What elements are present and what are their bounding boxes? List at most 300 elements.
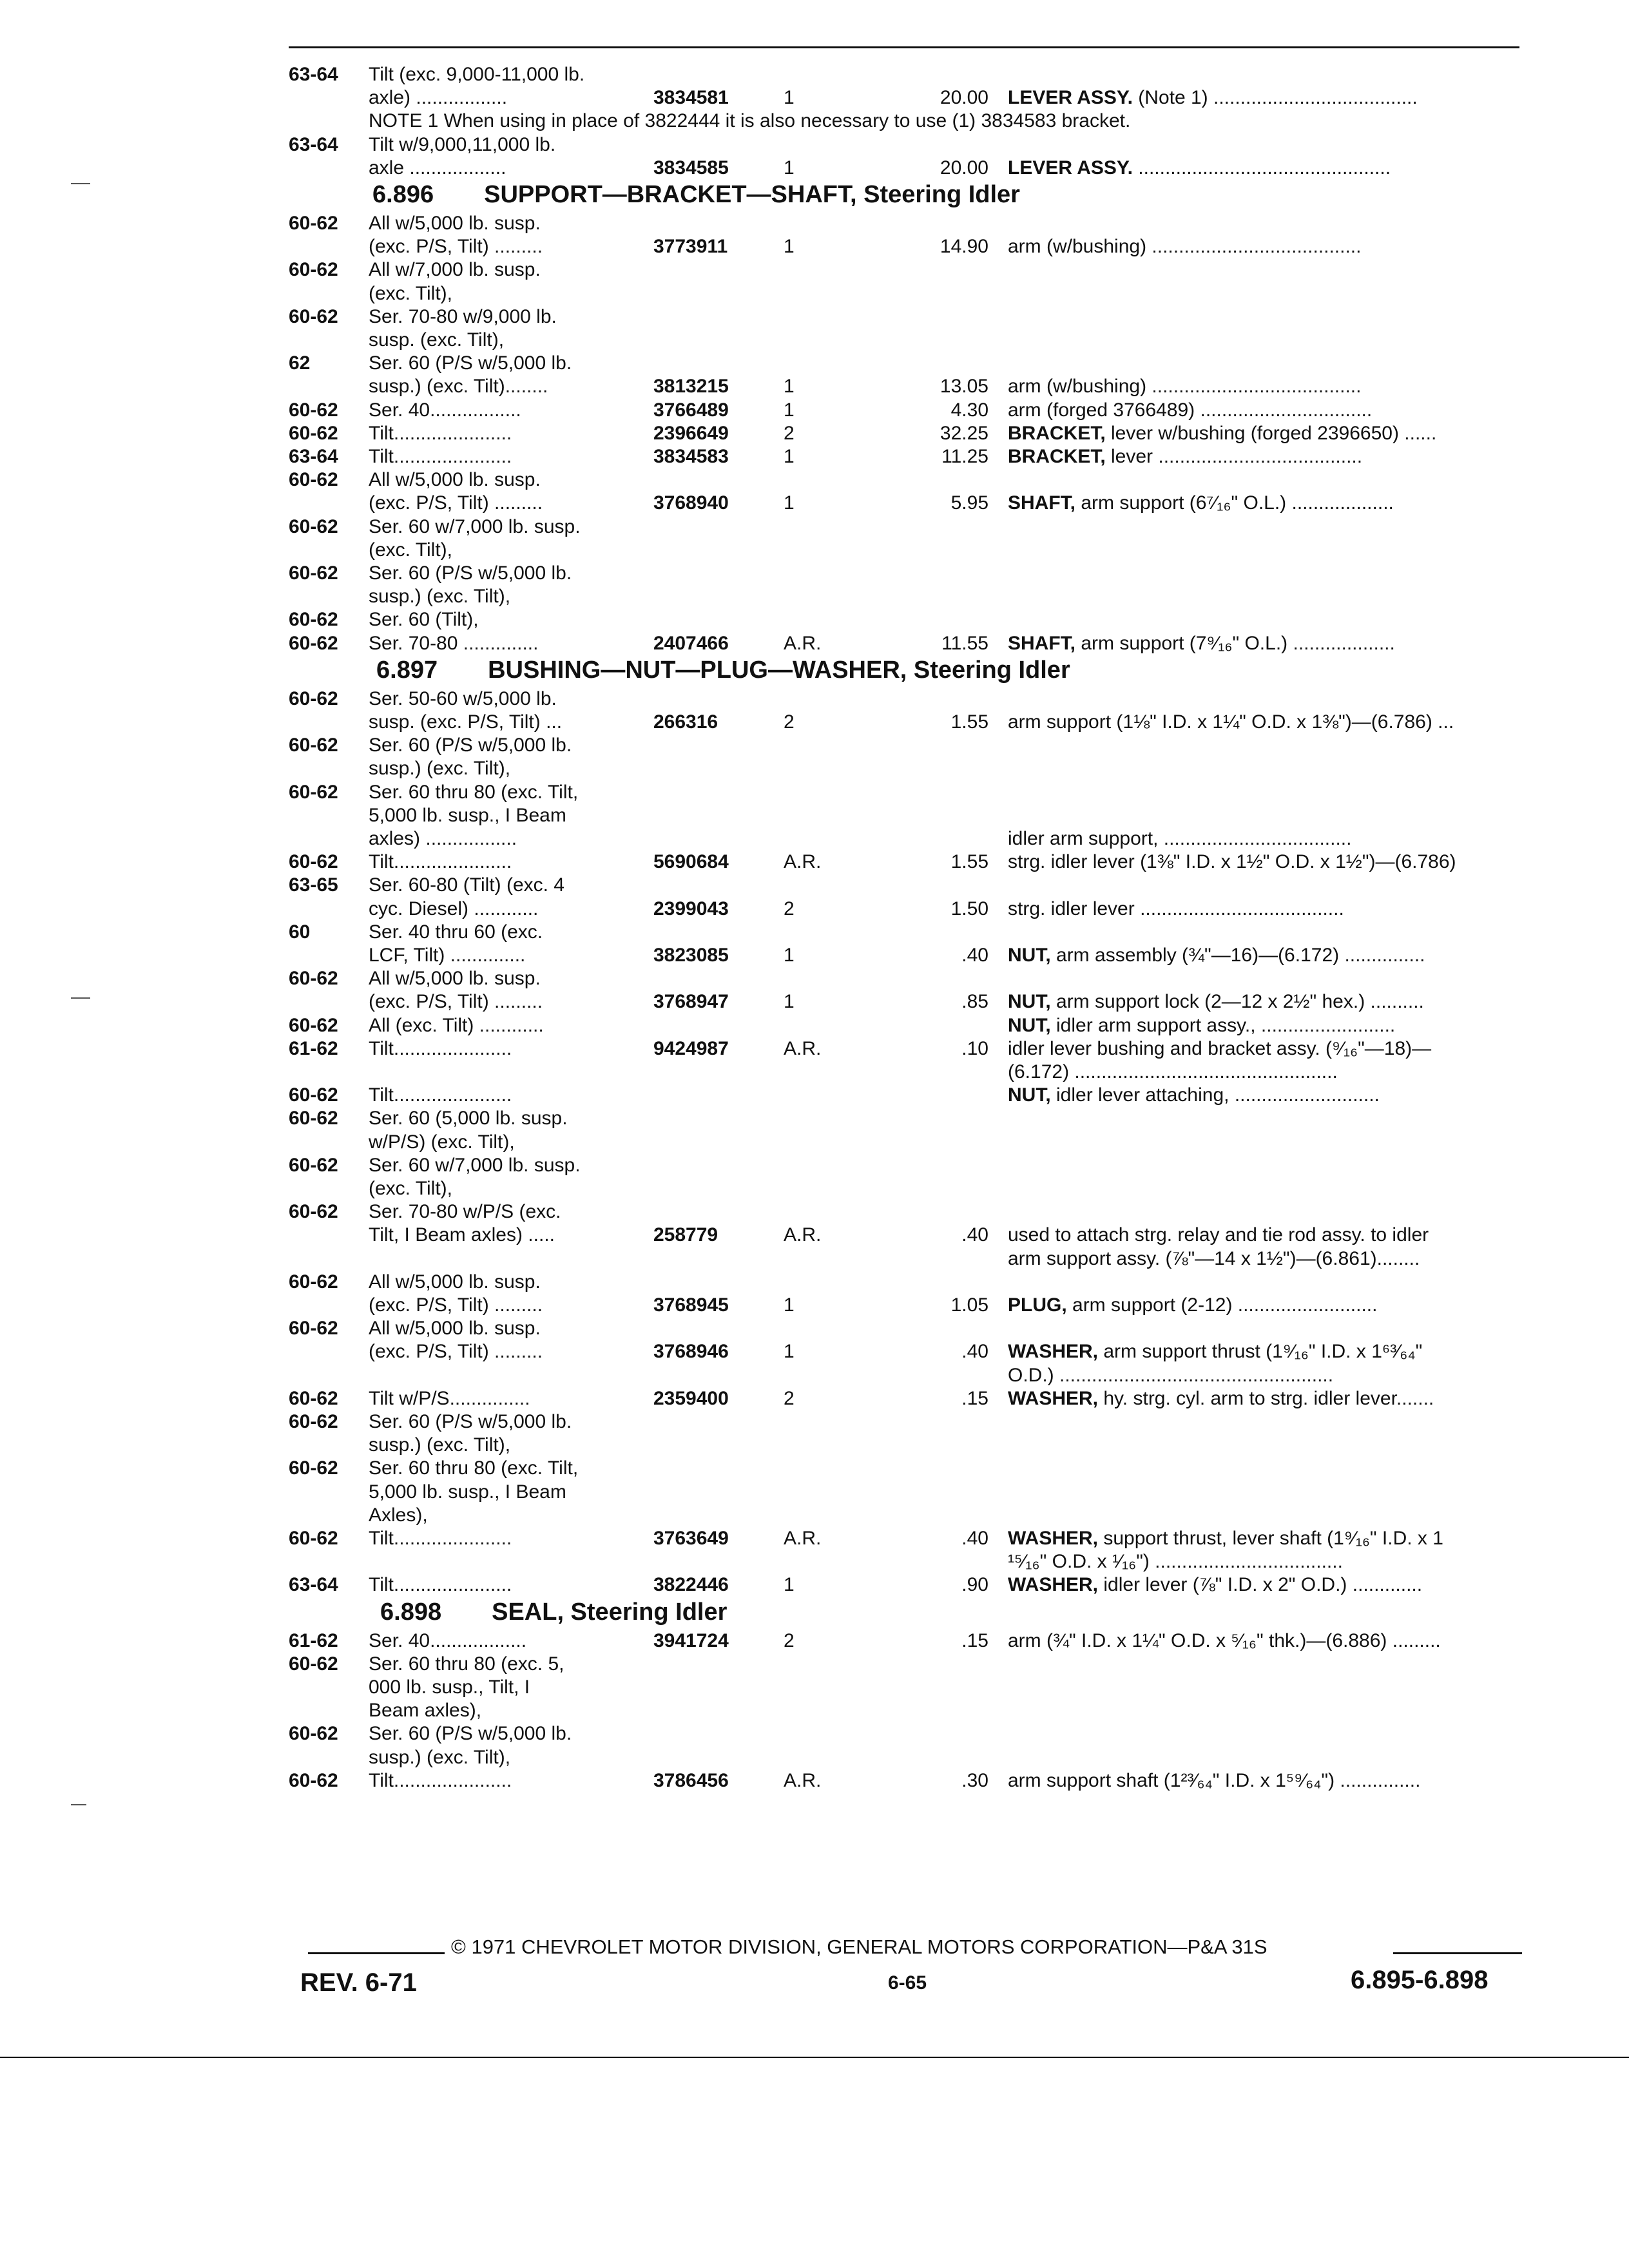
model-application: susp.) (exc. Tilt), <box>369 1746 511 1768</box>
catalog-line <box>289 1526 1513 1552</box>
catalog-line <box>289 467 1513 493</box>
description-text: ............................................... <box>1132 157 1391 178</box>
catalog-line <box>289 234 1513 260</box>
catalog-line <box>289 444 1513 470</box>
model-years: 60-62 <box>289 399 338 421</box>
price: 1.55 <box>950 711 988 733</box>
catalog-line <box>289 257 1513 283</box>
catalog-line <box>289 1479 1513 1505</box>
section-number: 6.896 <box>372 181 434 208</box>
catalog-line <box>289 1698 1513 1724</box>
part-name: LEVER ASSY. <box>1008 87 1133 109</box>
catalog-line <box>289 155 1513 181</box>
revision-label: REV. 6-71 <box>300 1968 417 1997</box>
part-description <box>1008 631 1395 657</box>
part-number: 3823085 <box>653 945 729 966</box>
footer-copyright: © 1971 CHEVROLET MOTOR DIVISION, GENERAL MOTORS CORPORATION—P&A 31S <box>451 1936 1268 1958</box>
part-name: WASHER, <box>1008 1528 1099 1549</box>
part-description <box>1008 1386 1434 1412</box>
model-application: 000 lb. susp., Tilt, I <box>369 1677 530 1698</box>
model-application: Tilt (exc. 9,000-11,000 lb. <box>369 64 585 85</box>
model-application: Tilt...................... <box>369 1528 512 1549</box>
model-years: 60-62 <box>289 562 338 584</box>
model-application: Ser. 40 thru 60 (exc. <box>369 921 543 943</box>
description-text: arm support assy. (⅞"—14 x 1½")—(6.861)........ <box>1008 1247 1420 1269</box>
model-application: Ser. 60-80 (Tilt) (exc. 4 <box>369 874 564 896</box>
part-description <box>1008 398 1372 423</box>
catalog-line <box>289 966 1513 992</box>
catalog-line <box>289 1176 1513 1202</box>
price: 1.50 <box>950 898 988 919</box>
price: 32.25 <box>940 422 988 444</box>
part-description <box>1008 826 1351 852</box>
quantity: 2 <box>784 1629 795 1651</box>
catalog-line <box>289 1432 1513 1458</box>
catalog-line <box>289 211 1513 236</box>
part-description <box>1008 1572 1422 1598</box>
part-number: 3813215 <box>653 376 729 398</box>
model-application: Ser. 60 (P/S w/5,000 lb. <box>369 1723 572 1745</box>
model-years: 63-64 <box>289 133 338 155</box>
description-text: strg. idler lever ...................................... <box>1008 898 1344 919</box>
part-description <box>1008 1768 1420 1794</box>
quantity: A.R. <box>784 1769 822 1791</box>
footer-rule-right <box>1393 1952 1522 1954</box>
part-number: 3834581 <box>653 87 729 109</box>
quantity: 1 <box>784 157 795 178</box>
section-number: 6.897 <box>376 656 438 684</box>
model-application: LCF, Tilt) .............. <box>369 945 526 966</box>
catalog-line <box>289 132 1513 158</box>
catalog-line <box>289 1153 1513 1178</box>
model-application: axle .................. <box>369 157 506 178</box>
model-application: (exc. P/S, Tilt) ......... <box>369 991 543 1013</box>
description-text: arm (forged 3766489) ................................ <box>1008 399 1373 421</box>
quantity: 1 <box>784 1294 795 1316</box>
catalog-line <box>289 989 1513 1015</box>
model-years: 60 <box>289 921 311 943</box>
model-years: 60-62 <box>289 213 338 234</box>
part-description <box>1008 1549 1343 1575</box>
part-name: NUT, <box>1008 945 1051 966</box>
model-application: Tilt...................... <box>369 1084 512 1106</box>
description-text: arm support (2-12) .......................... <box>1066 1294 1378 1316</box>
model-application: Tilt...................... <box>369 446 512 467</box>
catalog-line <box>289 1572 1513 1598</box>
part-name: WASHER, <box>1008 1387 1099 1409</box>
catalog-line <box>289 709 1513 735</box>
catalog-line <box>289 1409 1513 1435</box>
quantity: 2 <box>784 422 795 444</box>
part-number: 2396649 <box>653 422 729 444</box>
description-text: idler lever bushing and bracket assy. (⁹⁄₁₆"—18)— <box>1008 1037 1432 1059</box>
catalog-line <box>289 1721 1513 1747</box>
model-application: Ser. 60 w/7,000 lb. susp. <box>369 515 581 537</box>
catalog-line <box>289 1628 1513 1654</box>
catalog-line <box>289 421 1513 447</box>
price: .85 <box>961 991 988 1013</box>
catalog-line <box>289 686 1513 712</box>
model-application: Ser. 60 (5,000 lb. susp. <box>369 1108 568 1129</box>
model-application: (exc. Tilt), <box>369 539 453 561</box>
price: 11.55 <box>941 632 988 654</box>
catalog-line <box>289 1199 1513 1225</box>
price: 20.00 <box>940 157 988 178</box>
part-name: SHAFT, <box>1008 492 1075 514</box>
part-name: WASHER, <box>1008 1341 1099 1363</box>
model-years: 63-64 <box>289 64 338 85</box>
model-years: 60-62 <box>289 1457 338 1479</box>
section-heading <box>380 1596 727 1628</box>
catalog-line <box>289 281 1513 307</box>
catalog-line <box>289 631 1513 657</box>
part-description <box>1008 1222 1429 1248</box>
model-application: Ser. 60 thru 80 (exc. 5, <box>369 1653 564 1675</box>
model-application: Ser. 60 w/7,000 lb. susp. <box>369 1154 581 1176</box>
catalog-line <box>289 826 1513 852</box>
catalog-line <box>289 607 1513 633</box>
price: .90 <box>961 1574 988 1596</box>
model-application: (exc. P/S, Tilt) ......... <box>369 1341 543 1363</box>
model-application: (exc. Tilt), <box>369 1178 453 1199</box>
catalog-line <box>289 1316 1513 1341</box>
quantity: 2 <box>784 898 795 919</box>
model-years: 63-64 <box>289 446 338 467</box>
model-application: 5,000 lb. susp., I Beam <box>369 1481 566 1503</box>
part-name: NUT, <box>1008 1084 1051 1106</box>
part-description <box>1008 374 1361 399</box>
model-application: susp.) (exc. Tilt)........ <box>369 376 548 398</box>
model-application: Ser. 60 (P/S w/5,000 lb. <box>369 562 572 584</box>
price: .40 <box>961 1224 988 1246</box>
part-description <box>1008 1339 1422 1365</box>
section-number: 6.898 <box>380 1598 442 1626</box>
description-text: idler arm support assy., ......................... <box>1050 1014 1396 1036</box>
catalog-line <box>289 1246 1513 1272</box>
catalog-line <box>289 1456 1513 1481</box>
catalog-line <box>289 896 1513 922</box>
part-description <box>1008 896 1344 922</box>
part-description <box>1008 1246 1420 1272</box>
model-years: 60-62 <box>289 1201 338 1223</box>
catalog-line <box>289 561 1513 586</box>
catalog-line <box>289 304 1513 330</box>
top-rule <box>289 46 1519 48</box>
quantity: 2 <box>784 711 795 733</box>
part-number: 3768946 <box>653 1341 729 1363</box>
scan-mark <box>71 183 90 184</box>
part-number: 3834583 <box>653 446 729 467</box>
part-number: 266316 <box>653 711 718 733</box>
catalog-line <box>289 1082 1513 1108</box>
catalog-line <box>289 1269 1513 1295</box>
catalog-line <box>289 1339 1513 1365</box>
part-description <box>1008 490 1394 516</box>
catalog-line <box>289 1036 1513 1062</box>
model-application: Ser. 60 (P/S w/5,000 lb. <box>369 352 572 374</box>
catalog-line <box>289 1503 1513 1528</box>
part-name: WASHER, <box>1008 1574 1099 1596</box>
model-years: 60-62 <box>289 1769 338 1791</box>
model-years: 60-62 <box>289 968 338 990</box>
quantity: 1 <box>784 446 795 467</box>
model-application: Beam axles), <box>369 1700 482 1722</box>
price: 5.95 <box>950 492 988 514</box>
description-text: lever ...................................... <box>1105 446 1363 467</box>
description-text: (6.172) ................................................. <box>1008 1061 1338 1082</box>
model-application: All w/5,000 lb. susp. <box>369 213 541 234</box>
section-heading <box>376 654 1070 686</box>
part-number: 2407466 <box>653 632 729 654</box>
description-text: (Note 1) ...................................... <box>1132 87 1418 109</box>
model-years: 62 <box>289 352 311 374</box>
description-text: idler lever (⅞" I.D. x 2" O.D.) ............. <box>1098 1574 1423 1596</box>
quantity: 1 <box>784 945 795 966</box>
description-text: O.D.) ................................................... <box>1008 1364 1334 1386</box>
description-text: arm (¾" I.D. x 1¼" O.D. x ⁵⁄₁₆" thk.)—(6.886) ......... <box>1008 1629 1441 1651</box>
part-description <box>1008 989 1424 1015</box>
quantity: 1 <box>784 1341 795 1363</box>
model-years: 60-62 <box>289 609 338 631</box>
catalog-line <box>289 733 1513 758</box>
model-application: susp.) (exc. Tilt), <box>369 1434 511 1456</box>
part-description <box>1008 709 1454 735</box>
model-years: 60-62 <box>289 469 338 491</box>
model-years: 60-62 <box>289 422 338 444</box>
section-title: SEAL, Steering Idler <box>492 1598 728 1626</box>
model-application: Tilt...................... <box>369 1769 512 1791</box>
part-description <box>1008 1082 1380 1108</box>
catalog-line <box>289 327 1513 353</box>
quantity: A.R. <box>784 1528 822 1549</box>
part-description <box>1008 1363 1333 1389</box>
price: .40 <box>961 945 988 966</box>
model-application: Ser. 60 thru 80 (exc. Tilt, <box>369 781 579 803</box>
part-description <box>1008 421 1436 447</box>
model-years: 60-62 <box>289 781 338 803</box>
catalog-line <box>289 374 1513 399</box>
part-number: 5690684 <box>653 851 729 873</box>
price: 14.90 <box>940 236 988 258</box>
model-years: 60-62 <box>289 1154 338 1176</box>
description-text: arm support lock (2—12 x 2½" hex.) .......... <box>1050 991 1424 1013</box>
model-application: Ser. 40.................. <box>369 1629 527 1651</box>
model-application: (exc. Tilt), <box>369 282 453 304</box>
quantity: 1 <box>784 492 795 514</box>
catalog-line <box>289 919 1513 945</box>
price: .15 <box>961 1629 988 1651</box>
model-application: axle) ................. <box>369 87 508 109</box>
part-description <box>1008 85 1418 111</box>
part-number: 3768947 <box>653 991 729 1013</box>
model-years: 60-62 <box>289 1084 338 1106</box>
model-application: Ser. 60 (P/S w/5,000 lb. <box>369 735 572 756</box>
quantity: A.R. <box>784 851 822 873</box>
catalog-line <box>289 1386 1513 1412</box>
model-application: Ser. 60 (Tilt), <box>369 609 479 631</box>
catalog-line <box>289 62 1513 88</box>
part-description <box>1008 1526 1443 1552</box>
model-years: 60-62 <box>289 1723 338 1745</box>
model-years: 60-62 <box>289 687 338 709</box>
catalog-line <box>289 1549 1513 1575</box>
model-application: Ser. 50-60 w/5,000 lb. <box>369 687 557 709</box>
part-name: NUT, <box>1008 1014 1051 1036</box>
part-number: 3768945 <box>653 1294 729 1316</box>
description-text: hy. strg. cyl. arm to strg. idler lever....... <box>1098 1387 1434 1409</box>
part-name: BRACKET, <box>1008 446 1106 467</box>
part-number: 2359400 <box>653 1387 729 1409</box>
part-description <box>1008 1628 1441 1654</box>
part-description <box>1008 155 1391 181</box>
model-years: 60-62 <box>289 515 338 537</box>
model-application: axles) ................. <box>369 828 517 849</box>
description-text: arm support shaft (1²³⁄₆₄" I.D. x 1⁵⁹⁄₆₄") ............... <box>1008 1769 1421 1791</box>
part-number: 2399043 <box>653 898 729 919</box>
price: .10 <box>961 1037 988 1059</box>
catalog-line <box>289 849 1513 875</box>
quantity: 1 <box>784 376 795 398</box>
model-application: Ser. 70-80 w/P/S (exc. <box>369 1201 561 1223</box>
catalog-line <box>289 514 1513 540</box>
price: 13.05 <box>940 376 988 398</box>
description-text: arm support thrust (1⁹⁄₁₆" I.D. x 1⁶³⁄₆₄" <box>1098 1341 1423 1363</box>
note-text: NOTE 1 When using in place of 3822444 it is also necessary to use (1) 3834583 bracket. <box>369 110 1131 132</box>
page-number: 6-65 <box>888 1972 927 1994</box>
part-number: 3786456 <box>653 1769 729 1791</box>
model-application: cyc. Diesel) ............ <box>369 898 539 919</box>
price: 11.25 <box>941 446 988 467</box>
scan-mark <box>71 1804 86 1805</box>
model-application: Tilt...................... <box>369 422 512 444</box>
catalog-line <box>289 872 1513 898</box>
model-application: susp. (exc. P/S, Tilt) ... <box>369 711 563 733</box>
part-description <box>1008 1293 1377 1318</box>
description-text: arm support (7⁹⁄₁₆" O.L.) ................... <box>1075 632 1395 654</box>
price: 1.55 <box>950 851 988 873</box>
part-number: 3766489 <box>653 399 729 421</box>
catalog-line <box>289 108 1513 134</box>
model-application: (exc. P/S, Tilt) ......... <box>369 1294 543 1316</box>
part-name: NUT, <box>1008 991 1051 1013</box>
model-application: susp.) (exc. Tilt), <box>369 586 511 608</box>
model-years: 60-62 <box>289 259 338 281</box>
model-years: 60-62 <box>289 1411 338 1432</box>
part-number: 258779 <box>653 1224 718 1246</box>
quantity: 1 <box>784 399 795 421</box>
model-application: Ser. 60 (P/S w/5,000 lb. <box>369 1411 572 1432</box>
model-application: (exc. P/S, Tilt) ......... <box>369 236 543 258</box>
price: .15 <box>961 1387 988 1409</box>
description-text: idler lever attaching, ........................... <box>1050 1084 1380 1106</box>
model-years: 60-62 <box>289 851 338 873</box>
model-application: All w/5,000 lb. susp. <box>369 1271 541 1293</box>
model-years: 60-62 <box>289 1108 338 1129</box>
quantity: 1 <box>784 236 795 258</box>
price: 4.30 <box>950 399 988 421</box>
description-text: strg. idler lever (1⅜" I.D. x 1½" O.D. x 1½")—(6.786) <box>1008 851 1456 873</box>
quantity: A.R. <box>784 1037 822 1059</box>
model-years: 60-62 <box>289 735 338 756</box>
model-application: All w/7,000 lb. susp. <box>369 259 541 281</box>
catalog-line <box>289 490 1513 516</box>
model-application: All w/5,000 lb. susp. <box>369 469 541 491</box>
part-description <box>1008 1013 1395 1039</box>
quantity: A.R. <box>784 1224 822 1246</box>
quantity: 2 <box>784 1387 795 1409</box>
catalog-line <box>289 1059 1513 1085</box>
catalog-line <box>289 85 1513 111</box>
part-name: LEVER ASSY. <box>1008 157 1133 178</box>
section-title: BUSHING—NUT—PLUG—WASHER, Steering Idler <box>488 656 1070 684</box>
section-range: 6.895-6.898 <box>1351 1966 1489 1994</box>
model-application: susp.) (exc. Tilt), <box>369 758 511 780</box>
model-application: All w/5,000 lb. susp. <box>369 968 541 990</box>
model-application: All (exc. Tilt) ............ <box>369 1014 544 1036</box>
section-title: SUPPORT—BRACKET—SHAFT, Steering Idler <box>484 181 1020 208</box>
catalog-line <box>289 398 1513 423</box>
model-years: 60-62 <box>289 1318 338 1340</box>
part-number: 9424987 <box>653 1037 729 1059</box>
part-name: SHAFT, <box>1008 632 1075 654</box>
catalog-line <box>289 943 1513 968</box>
model-application: Tilt...................... <box>369 1574 512 1596</box>
model-application: (exc. P/S, Tilt) ......... <box>369 492 543 514</box>
part-number: 3773911 <box>653 236 728 258</box>
price: .30 <box>961 1769 988 1791</box>
model-application: Ser. 60 thru 80 (exc. Tilt, <box>369 1457 579 1479</box>
catalog-line <box>289 1129 1513 1155</box>
price: .40 <box>961 1528 988 1549</box>
model-years: 61-62 <box>289 1037 338 1059</box>
part-description <box>1008 943 1425 968</box>
model-application: Ser. 70-80 .............. <box>369 632 539 654</box>
quantity: 1 <box>784 87 795 109</box>
description-text: arm (w/bushing) ....................................... <box>1008 376 1362 398</box>
model-years: 60-62 <box>289 632 338 654</box>
quantity: 1 <box>784 991 795 1013</box>
model-application: Ser. 40................. <box>369 399 521 421</box>
model-application: Axles), <box>369 1504 428 1526</box>
catalog-line <box>289 1106 1513 1131</box>
model-application: All w/5,000 lb. susp. <box>369 1318 541 1340</box>
description-text: arm assembly (¾"—16)—(6.172) ............... <box>1050 945 1425 966</box>
model-application: w/P/S) (exc. Tilt), <box>369 1131 515 1153</box>
model-application: Tilt w/9,000,11,000 lb. <box>369 133 556 155</box>
catalog-line <box>289 351 1513 376</box>
part-number: 3834585 <box>653 157 729 178</box>
model-application: Tilt...................... <box>369 851 512 873</box>
catalog-line <box>289 1013 1513 1039</box>
catalog-line <box>289 780 1513 805</box>
part-description <box>1008 849 1456 875</box>
model-years: 63-65 <box>289 874 338 896</box>
model-years: 60-62 <box>289 305 338 327</box>
model-years: 60-62 <box>289 1387 338 1409</box>
quantity: 1 <box>784 1574 795 1596</box>
description-text: ¹⁵⁄₁₆" O.D. x ¹⁄₁₆") ................................... <box>1008 1551 1343 1573</box>
part-description <box>1008 444 1362 470</box>
model-years: 60-62 <box>289 1653 338 1675</box>
scan-mark <box>71 997 90 999</box>
model-years: 60-62 <box>289 1014 338 1036</box>
description-text: support thrust, lever shaft (1⁹⁄₁₆" I.D. x 1 <box>1098 1528 1443 1549</box>
catalog-line <box>289 1293 1513 1318</box>
catalog-line <box>289 1768 1513 1794</box>
catalog-line <box>289 756 1513 782</box>
part-number: 3822446 <box>653 1574 729 1596</box>
description-text: arm support (1⅛" I.D. x 1¼" O.D. x 1⅜")—(6.786) ... <box>1008 711 1454 733</box>
